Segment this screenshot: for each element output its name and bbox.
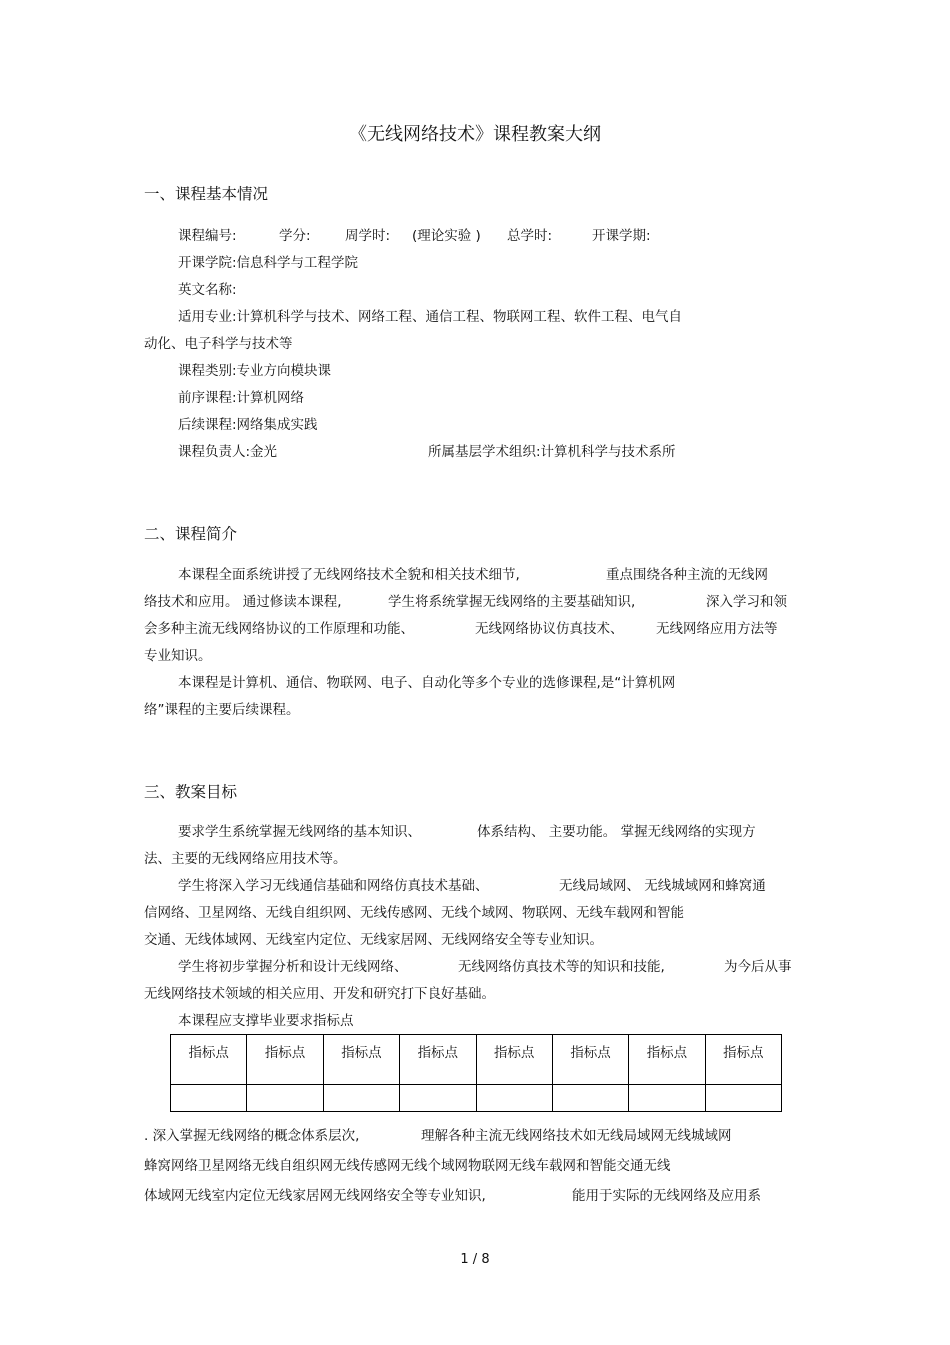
goals-p2-l3: 交通、无线体域网、无线室内定位、无线家居网、无线网络安全等专业知识。 (144, 932, 603, 948)
document-title: 《无线网络技术》课程教案大纲 (349, 124, 601, 145)
follow-up-line: 后续课程:网络集成实践 (178, 417, 318, 433)
after-table-l1b: 理解各种主流无线网络技术如无线局域网无线城域网 (421, 1128, 732, 1144)
indicator-header-cell: 指标点 (400, 1035, 476, 1085)
intro-p2-l2: 络”课程的主要后续课程。 (144, 702, 300, 718)
prerequisite-line: 前序课程:计算机网络 (178, 390, 305, 406)
section-heading-basic-info: 一、课程基本情况 (144, 185, 269, 203)
course-code-label: 课程编号: (178, 228, 237, 244)
support-caption: 本课程应支撑毕业要求指标点 (178, 1013, 354, 1029)
intro-p1-l3c: 无线网络应用方法等 (656, 621, 778, 637)
goals-p1-l1a: 要求学生系统掌握无线网络的基本知识、 (178, 824, 421, 840)
indicator-header-cell: 指标点 (476, 1035, 552, 1085)
indicator-header-cell: 指标点 (552, 1035, 628, 1085)
intro-p1-l3a: 会多种主流无线网络协议的工作原理和功能、 (144, 621, 414, 637)
indicator-value-cell (705, 1085, 781, 1112)
indicator-header-cell: 指标点 (705, 1035, 781, 1085)
indicator-value-cell (552, 1085, 628, 1112)
indicator-value-cell (476, 1085, 552, 1112)
intro-p1-l2b: 学生将系统掌握无线网络的主要基础知识, (388, 594, 636, 610)
goals-p3-l2: 无线网络技术领域的相关应用、开发和研究打下良好基础。 (144, 986, 495, 1002)
goals-p2-l1a: 学生将深入学习无线通信基础和网络仿真技术基础、 (178, 878, 489, 894)
course-leader-line: 课程负责人:金光 (178, 444, 278, 460)
goals-p3-l1c: 为今后从事 (724, 959, 792, 975)
goals-p2-l2: 信网络、卫星网络、无线自组织网、无线传感网、无线个域网、物联网、无线车载网和智能 (144, 905, 684, 921)
indicator-header-cell: 指标点 (247, 1035, 323, 1085)
intro-p1-l1a: 本课程全面系统讲授了无线网络技术全貌和相关技术细节, (178, 567, 520, 583)
theory-lab-label: (理论实验 ) (412, 228, 481, 244)
goals-p1-l1b: 体系结构、 主要功能。 掌握无线网络的实现方 (477, 824, 756, 840)
section-heading-intro: 二、课程简介 (144, 525, 238, 543)
intro-p1-l4: 专业知识。 (144, 648, 212, 664)
indicator-header-cell: 指标点 (323, 1035, 399, 1085)
indicator-header-cell: 指标点 (629, 1035, 705, 1085)
indicator-header-row (171, 1035, 782, 1085)
indicator-value-cell (323, 1085, 399, 1112)
indicator-value-row (171, 1085, 782, 1112)
indicator-value-cell (247, 1085, 323, 1112)
indicator-table (170, 1034, 782, 1112)
category-line: 课程类别:专业方向模块课 (178, 363, 332, 379)
indicator-value-cell (171, 1085, 247, 1112)
page-number: 1 / 8 (460, 1252, 490, 1267)
after-table-l3a: 体域网无线室内定位无线家居网无线网络安全等专业知识, (144, 1188, 486, 1204)
college-line: 开课学院:信息科学与工程学院 (178, 255, 359, 271)
semester-label: 开课学期: (592, 228, 651, 244)
english-name-line: 英文名称: (178, 282, 237, 298)
indicator-value-cell (629, 1085, 705, 1112)
credit-label: 学分: (279, 228, 311, 244)
intro-p1-l1b: 重点围绕各种主流的无线网 (606, 567, 768, 583)
weekly-hours-label: 周学时: (345, 228, 391, 244)
after-table-l1a: . 深入掌握无线网络的概念体系层次, (144, 1128, 360, 1144)
intro-p1-l2c: 深入学习和领 (706, 594, 787, 610)
intro-p1-l2a: 络技术和应用。 通过修读本课程, (144, 594, 342, 610)
major-line-2: 动化、电子科学与技术等 (144, 336, 293, 352)
after-table-l3b: 能用于实际的无线网络及应用系 (572, 1188, 761, 1204)
goals-p2-l1b: 无线局域网、 无线城域网和蜂窝通 (559, 878, 766, 894)
total-hours-label: 总学时: (507, 228, 553, 244)
goals-p3-l1b: 无线网络仿真技术等的知识和技能, (458, 959, 665, 975)
section-heading-goals: 三、教案目标 (144, 783, 238, 801)
intro-p1-l3b: 无线网络协议仿真技术、 (475, 621, 624, 637)
after-table-l2: 蜂窝网络卫星网络无线自组织网无线传感网无线个域网物联网无线车载网和智能交通无线 (144, 1158, 671, 1174)
indicator-value-cell (400, 1085, 476, 1112)
major-line-1: 适用专业:计算机科学与技术、网络工程、通信工程、物联网工程、软件工程、电气自 (178, 309, 683, 325)
goals-p1-l2: 法、主要的无线网络应用技术等。 (144, 851, 347, 867)
academic-org-line: 所属基层学术组织:计算机科学与技术系所 (428, 444, 676, 460)
goals-p3-l1a: 学生将初步掌握分析和设计无线网络、 (178, 959, 408, 975)
intro-p2-l1: 本课程是计算机、通信、物联网、电子、自动化等多个专业的选修课程,是“计算机网 (178, 675, 676, 691)
indicator-header-cell: 指标点 (171, 1035, 247, 1085)
